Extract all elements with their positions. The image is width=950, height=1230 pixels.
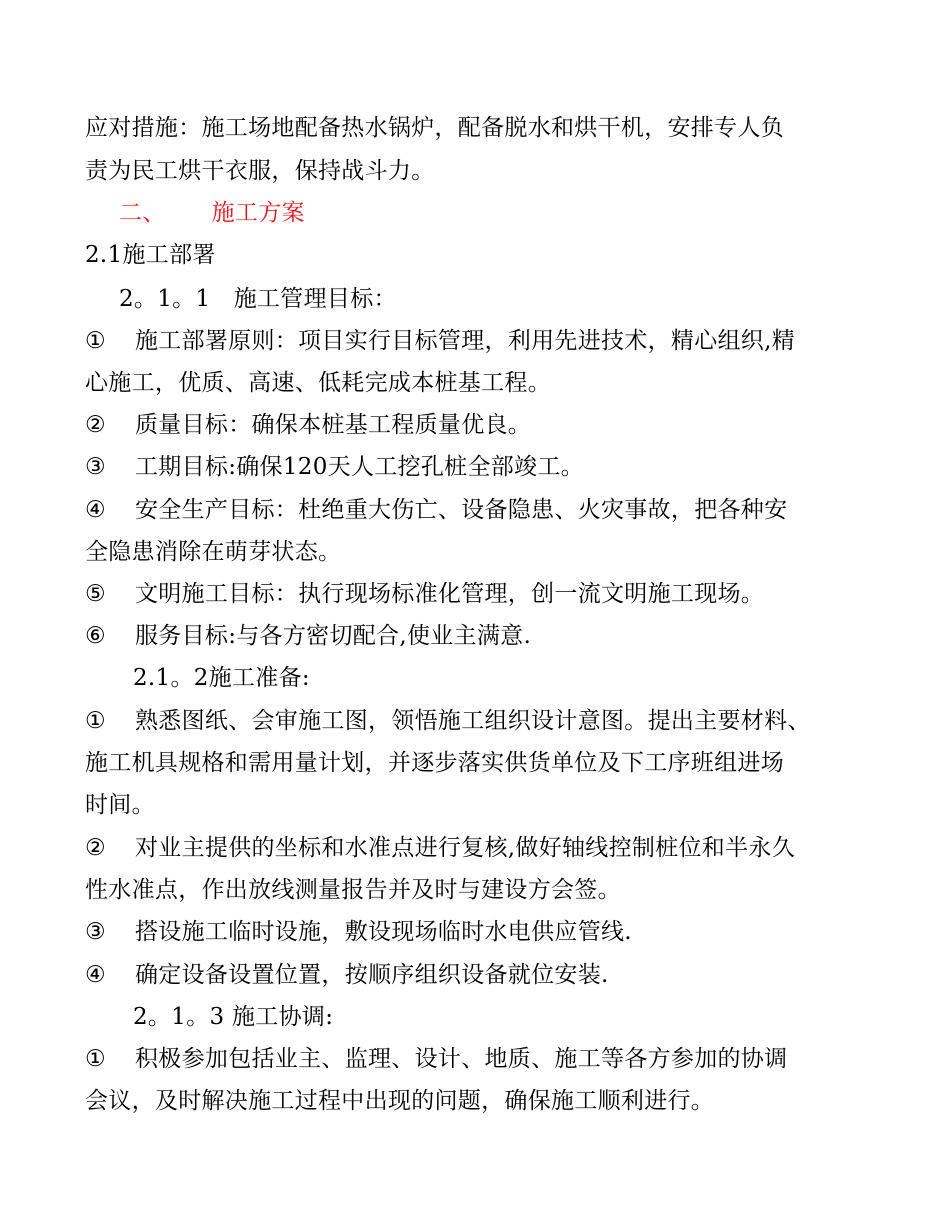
list-item-continuation: 心施工，优质、高速、低耗完成本桩基工程。 xyxy=(85,370,551,396)
item-marker: ③ xyxy=(85,454,106,480)
list-item-line xyxy=(85,1045,787,1073)
list-item-line xyxy=(85,453,584,481)
section-heading xyxy=(119,199,305,227)
list-item-line xyxy=(85,496,787,524)
item-marker: ① xyxy=(85,708,106,734)
goals-heading: 2。1。1 施工管理目标： xyxy=(119,286,397,312)
item-text: 施工部署原则：项目实行目标管理，利用先进技术，精心组织,精 xyxy=(135,328,796,354)
section-title: 施工方案 xyxy=(211,200,305,226)
item-marker: ⑤ xyxy=(85,581,106,607)
list-item-line xyxy=(85,834,795,862)
intro-line-2: 责为民工烘干衣服，保持战斗力。 xyxy=(85,158,435,184)
list-item-continuation: 全隐患消除在萌芽状态。 xyxy=(85,539,342,565)
list-item-continuation: 性水准点，作出放线测量报告并及时与建设方会签。 xyxy=(85,877,621,903)
list-item-line xyxy=(85,918,632,946)
subsection-title: 2.1施工部署 xyxy=(85,242,216,268)
list-item-line xyxy=(85,622,531,650)
item-text: 文明施工目标：执行现场标准化管理，创一流文明施工现场。 xyxy=(135,581,765,607)
item-text: 积极参加包括业主、监理、设计、地质、施工等各方参加的协调 xyxy=(135,1046,788,1072)
item-text: 对业主提供的坐标和水准点进行复核,做好轴线控制桩位和半永久 xyxy=(135,835,796,861)
item-text: 安全生产目标：杜绝重大伤亡、设备隐患、火灾事故，把各种安 xyxy=(135,497,788,523)
list-item-line xyxy=(85,961,609,989)
list-item-continuation: 施工机具规格和需用量计划，并逐步落实供货单位及下工序班组进场 xyxy=(85,750,784,776)
item-marker: ③ xyxy=(85,919,106,945)
list-item-line xyxy=(85,327,795,355)
item-text: 确定设备设置位置，按顺序组织设备就位安装. xyxy=(135,962,609,988)
item-marker: ⑥ xyxy=(85,623,106,649)
list-item-continuation: 时间。 xyxy=(85,792,155,818)
item-text: 工期目标:确保120天人工挖孔桩全部竣工。 xyxy=(135,454,584,480)
item-text: 质量目标：确保本桩基工程质量优良。 xyxy=(135,412,532,438)
list-item-continuation: 会议，及时解决施工过程中出现的问题，确保施工顺利进行。 xyxy=(85,1088,715,1114)
item-marker: ④ xyxy=(85,497,106,523)
preparation-heading: 2.1。2施工准备: xyxy=(133,665,310,691)
item-marker: ④ xyxy=(85,962,106,988)
item-marker: ② xyxy=(85,835,106,861)
coordination-heading: 2。1。3 施工协调: xyxy=(133,1004,334,1030)
item-text: 服务目标:与各方密切配合,使业主满意. xyxy=(135,623,532,649)
item-text: 搭设施工临时设施，敷设现场临时水电供应管线. xyxy=(135,919,632,945)
item-marker: ② xyxy=(85,412,106,438)
list-item-line xyxy=(85,411,531,439)
item-marker: ① xyxy=(85,328,106,354)
list-item-line xyxy=(85,580,764,608)
section-number: 二、 xyxy=(119,200,166,226)
list-item-line xyxy=(85,707,811,735)
item-marker: ① xyxy=(85,1046,106,1072)
item-text: 熟悉图纸、会审施工图，领悟施工组织设计意图。提出主要材料、 xyxy=(135,708,811,734)
intro-line-1: 应对措施：施工场地配备热水锅炉，配备脱水和烘干机，安排专人负 xyxy=(85,115,784,141)
